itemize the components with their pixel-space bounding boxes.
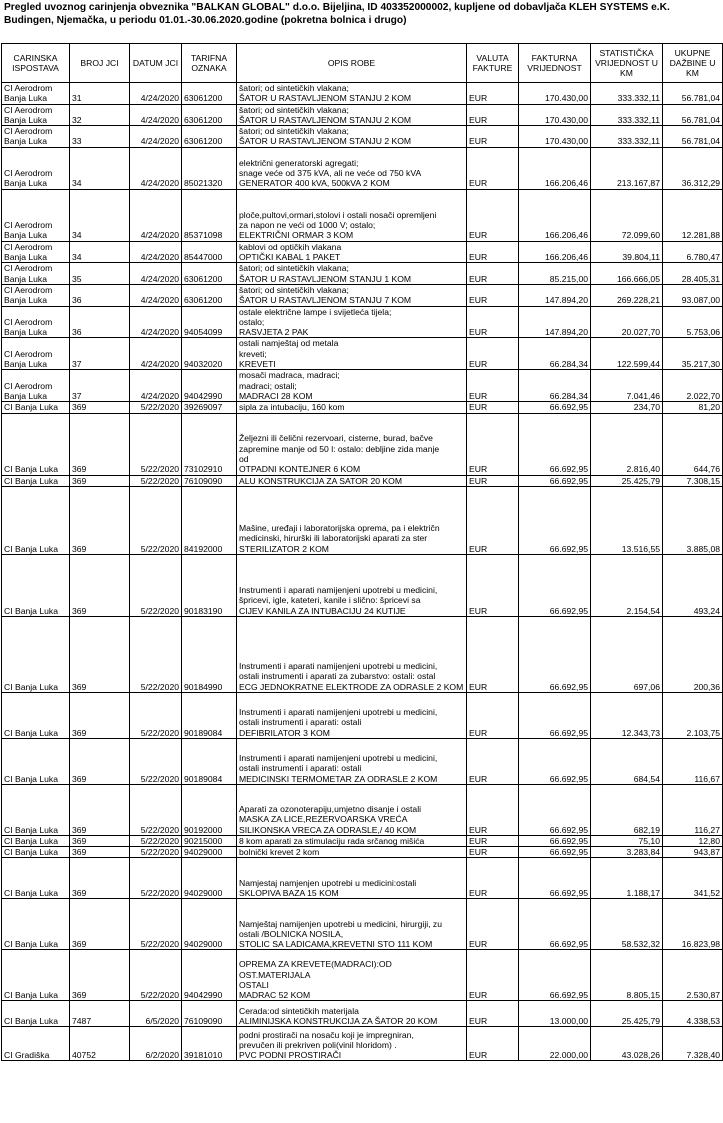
cell-statisticka-vrijednost: 8.805,15 [591, 950, 663, 1001]
cell-statisticka-vrijednost: 12.343,73 [591, 692, 663, 738]
cell-dazbine: 4.338,53 [663, 1001, 723, 1027]
cell-opis-robe: podni prostirači na nosaču koji je impregniran, prevučen ili prekriven poli(vinil hloridom) . PVC PODNI PROSTIRAČI [237, 1027, 467, 1061]
cell-broj-jci: 32 [70, 104, 130, 126]
cell-opis-robe: Mašine, uređaji i laboratorijska oprema, pa i električn medicinski, hirurški ili laboratorijski aparati za ster STERILIZATOR 2 KOM [237, 486, 467, 554]
cell-datum-jci: 5/22/2020 [130, 835, 182, 846]
col-tarifna-oznaka: TARIFNA OZNAKA [182, 44, 237, 83]
cell-datum-jci: 5/22/2020 [130, 738, 182, 784]
col-datum-jci: DATUM JCI [130, 44, 182, 83]
cell-fakturna-vrijednost: 66.692,95 [519, 847, 591, 858]
cell-dazbine: 28.405,31 [663, 263, 723, 285]
cell-opis-robe: mosači madraca, madraci; madraci; ostali; MADRACI 28 KOM [237, 370, 467, 402]
cell-valuta: EUR [467, 126, 519, 148]
cell-fakturna-vrijednost: 66.692,95 [519, 899, 591, 950]
col-statisticka-vrijednost: STATISTIČKA VRIJEDNOST U KM [591, 44, 663, 83]
cell-ispostava: CI Banja Luka [2, 402, 70, 413]
cell-fakturna-vrijednost: 66.692,95 [519, 616, 591, 692]
cell-statisticka-vrijednost: 2.816,40 [591, 413, 663, 475]
cell-opis-robe: šatori; od sintetičkih vlakana; ŠATOR U RASTAVLJENOM STANJU 2 KOM [237, 104, 467, 126]
cell-statisticka-vrijednost: 697,06 [591, 616, 663, 692]
table-row [2, 616, 723, 692]
cell-broj-jci: 34 [70, 241, 130, 263]
cell-dazbine: 2.103,75 [663, 692, 723, 738]
cell-fakturna-vrijednost: 66.692,95 [519, 858, 591, 899]
cell-valuta: EUR [467, 784, 519, 835]
table-row [2, 486, 723, 554]
cell-ispostava: CI Banja Luka [2, 475, 70, 486]
cell-broj-jci: 369 [70, 858, 130, 899]
cell-datum-jci: 5/22/2020 [130, 847, 182, 858]
cell-fakturna-vrijednost: 22.000,00 [519, 1027, 591, 1061]
cell-statisticka-vrijednost: 122.599,44 [591, 338, 663, 370]
table-row [2, 1001, 723, 1027]
table-row [2, 899, 723, 950]
cell-ispostava: CI Aerodrom Banja Luka [2, 104, 70, 126]
cell-tarifna-oznaka: 90215000 [182, 835, 237, 846]
cell-tarifna-oznaka: 94029000 [182, 858, 237, 899]
import-table [1, 43, 723, 1061]
cell-broj-jci: 369 [70, 738, 130, 784]
cell-statisticka-vrijednost: 682,19 [591, 784, 663, 835]
cell-valuta: EUR [467, 284, 519, 306]
cell-tarifna-oznaka: 85447000 [182, 241, 237, 263]
cell-datum-jci: 6/2/2020 [130, 1027, 182, 1061]
table-row [2, 126, 723, 148]
table-row [2, 475, 723, 486]
cell-fakturna-vrijednost: 166.206,46 [519, 147, 591, 189]
cell-datum-jci: 4/24/2020 [130, 284, 182, 306]
cell-tarifna-oznaka: 39181010 [182, 1027, 237, 1061]
cell-dazbine: 2.530,87 [663, 950, 723, 1001]
cell-broj-jci: 369 [70, 847, 130, 858]
cell-datum-jci: 4/24/2020 [130, 370, 182, 402]
table-row [2, 1027, 723, 1061]
cell-valuta: EUR [467, 370, 519, 402]
cell-ispostava: CI Banja Luka [2, 835, 70, 846]
cell-ispostava: CI Banja Luka [2, 554, 70, 616]
table-row [2, 338, 723, 370]
cell-fakturna-vrijednost: 66.692,95 [519, 950, 591, 1001]
table-row [2, 738, 723, 784]
cell-valuta: EUR [467, 1027, 519, 1061]
cell-ispostava: CI Aerodrom Banja Luka [2, 83, 70, 105]
cell-ispostava: CI Banja Luka [2, 950, 70, 1001]
cell-broj-jci: 369 [70, 692, 130, 738]
cell-valuta: EUR [467, 147, 519, 189]
col-ukupne-dazbine: UKUPNE DAŽBINE U KM [663, 44, 723, 83]
cell-datum-jci: 4/24/2020 [130, 126, 182, 148]
cell-datum-jci: 5/22/2020 [130, 554, 182, 616]
cell-opis-robe: Namještaj namijenjen upotrebi u medicini, hirurgiji, zu ostali /BOLNICKA NOSILA, STOLIC SA LADICAMA,KREVETNI STO 111 KOM [237, 899, 467, 950]
cell-datum-jci: 5/22/2020 [130, 402, 182, 413]
cell-valuta: EUR [467, 189, 519, 241]
cell-valuta: EUR [467, 858, 519, 899]
cell-valuta: EUR [467, 950, 519, 1001]
cell-opis-robe: ostali namještaj od metala kreveti; KREVETI [237, 338, 467, 370]
cell-ispostava: CI Banja Luka [2, 692, 70, 738]
cell-statisticka-vrijednost: 7.041,46 [591, 370, 663, 402]
col-fakturna-vrijednost: FAKTURNA VRIJEDNOST [519, 44, 591, 83]
cell-dazbine: 12,80 [663, 835, 723, 846]
cell-statisticka-vrijednost: 234,70 [591, 402, 663, 413]
col-carinska-ispostava: CARINSKA ISPOSTAVA [2, 44, 70, 83]
cell-statisticka-vrijednost: 166.666,05 [591, 263, 663, 285]
cell-opis-robe: OPREMA ZA KREVETE(MADRACI):OD OST.MATERIJALA OSTALI MADRAC 52 KOM [237, 950, 467, 1001]
cell-ispostava: CI Banja Luka [2, 858, 70, 899]
cell-valuta: EUR [467, 1001, 519, 1027]
cell-dazbine: 56.781,04 [663, 83, 723, 105]
cell-ispostava: CI Banja Luka [2, 738, 70, 784]
cell-valuta: EUR [467, 486, 519, 554]
cell-valuta: EUR [467, 692, 519, 738]
cell-dazbine: 943,87 [663, 847, 723, 858]
cell-valuta: EUR [467, 413, 519, 475]
cell-opis-robe: Instrumenti i aparati namijenjeni upotrebi u medicini, ostali instrumenti i aparati za zubarstvo: ostali: ostal ECG JEDNOKRATNE ELEKTRODE ZA ODRASLE 2 KOM [237, 616, 467, 692]
cell-tarifna-oznaka: 94029000 [182, 899, 237, 950]
cell-fakturna-vrijednost: 66.692,95 [519, 835, 591, 846]
cell-broj-jci: 369 [70, 835, 130, 846]
cell-datum-jci: 4/24/2020 [130, 263, 182, 285]
cell-ispostava: CI Aerodrom Banja Luka [2, 338, 70, 370]
cell-dazbine: 56.781,04 [663, 126, 723, 148]
cell-opis-robe: ostale električne lampe i svijetleća tijela; ostalo; RASVJETA 2 PAK [237, 306, 467, 338]
cell-fakturna-vrijednost: 170.430,00 [519, 104, 591, 126]
cell-broj-jci: 369 [70, 616, 130, 692]
cell-opis-robe: šatori; od sintetičkih vlakana; ŠATOR U RASTAVLJENOM STANJU 1 KOM [237, 263, 467, 285]
cell-statisticka-vrijednost: 13.516,55 [591, 486, 663, 554]
cell-statisticka-vrijednost: 75,10 [591, 835, 663, 846]
cell-broj-jci: 369 [70, 950, 130, 1001]
cell-broj-jci: 31 [70, 83, 130, 105]
cell-broj-jci: 37 [70, 370, 130, 402]
cell-dazbine: 56.781,04 [663, 104, 723, 126]
cell-datum-jci: 4/24/2020 [130, 306, 182, 338]
cell-statisticka-vrijednost: 43.028,26 [591, 1027, 663, 1061]
cell-datum-jci: 5/22/2020 [130, 692, 182, 738]
cell-fakturna-vrijednost: 147.894,20 [519, 306, 591, 338]
cell-tarifna-oznaka: 76109090 [182, 475, 237, 486]
cell-tarifna-oznaka: 90192000 [182, 784, 237, 835]
cell-datum-jci: 5/22/2020 [130, 950, 182, 1001]
cell-opis-robe: Instrumenti i aparati namijenjeni upotrebi u medicini, ostali instrumenti i aparati: ostali MEDICINSKI TERMOMETAR ZA ODRASLE 2 KOM [237, 738, 467, 784]
cell-tarifna-oznaka: 76109090 [182, 1001, 237, 1027]
cell-ispostava: CI Aerodrom Banja Luka [2, 306, 70, 338]
cell-opis-robe: bolnički krevet 2 kom [237, 847, 467, 858]
header-row [2, 44, 723, 83]
cell-opis-robe: šatori; od sintetičkih vlakana; ŠATOR U RASTAVLJENOM STANJU 2 KOM [237, 83, 467, 105]
cell-statisticka-vrijednost: 39.804,11 [591, 241, 663, 263]
cell-broj-jci: 369 [70, 413, 130, 475]
cell-statisticka-vrijednost: 25.425,79 [591, 1001, 663, 1027]
cell-fakturna-vrijednost: 66.692,95 [519, 402, 591, 413]
cell-dazbine: 81,20 [663, 402, 723, 413]
cell-fakturna-vrijednost: 66.284,34 [519, 370, 591, 402]
cell-statisticka-vrijednost: 213.167,87 [591, 147, 663, 189]
cell-datum-jci: 5/22/2020 [130, 899, 182, 950]
cell-tarifna-oznaka: 63061200 [182, 126, 237, 148]
cell-valuta: EUR [467, 554, 519, 616]
cell-ispostava: CI Aerodrom Banja Luka [2, 189, 70, 241]
table-row [2, 858, 723, 899]
cell-opis-robe: električni generatorski agregati; snage veće od 375 kVA, ali ne veće od 750 kVA GENERATOR 400 kVA, 500kVA 2 KOM [237, 147, 467, 189]
cell-datum-jci: 5/22/2020 [130, 858, 182, 899]
cell-datum-jci: 4/24/2020 [130, 83, 182, 105]
cell-opis-robe: šatori; od sintetičkih vlakana; ŠATOR U RASTAVLJENOM STANJU 7 KOM [237, 284, 467, 306]
cell-fakturna-vrijednost: 66.692,95 [519, 784, 591, 835]
cell-dazbine: 16.823,98 [663, 899, 723, 950]
table-row [2, 83, 723, 105]
cell-ispostava: CI Aerodrom Banja Luka [2, 263, 70, 285]
cell-broj-jci: 7487 [70, 1001, 130, 1027]
cell-tarifna-oznaka: 94032020 [182, 338, 237, 370]
cell-ispostava: CI Banja Luka [2, 1001, 70, 1027]
cell-fakturna-vrijednost: 66.692,95 [519, 738, 591, 784]
cell-dazbine: 7.308,15 [663, 475, 723, 486]
cell-opis-robe: Namjestaj namjenjen upotrebi u medicini:ostali SKLOPIVA BAZA 15 KOM [237, 858, 467, 899]
col-broj-jci: BROJ JCI [70, 44, 130, 83]
cell-tarifna-oznaka: 94029000 [182, 847, 237, 858]
cell-opis-robe: sipla za intubaciju, 160 kom [237, 402, 467, 413]
table-row [2, 402, 723, 413]
cell-valuta: EUR [467, 402, 519, 413]
cell-valuta: EUR [467, 616, 519, 692]
cell-opis-robe: ploče,pultovi,ormari,stolovi i ostali nosači opremljeni za napon ne veći od 1000 V; ostalo; ELEKTRIČNI ORMAR 3 KOM [237, 189, 467, 241]
cell-fakturna-vrijednost: 66.284,34 [519, 338, 591, 370]
cell-broj-jci: 34 [70, 189, 130, 241]
col-valuta-fakture: VALUTA FAKTURE [467, 44, 519, 83]
table-row [2, 241, 723, 263]
cell-ispostava: CI Banja Luka [2, 784, 70, 835]
table-row [2, 147, 723, 189]
cell-ispostava: CI Banja Luka [2, 616, 70, 692]
cell-tarifna-oznaka: 90184990 [182, 616, 237, 692]
cell-dazbine: 493,24 [663, 554, 723, 616]
cell-ispostava: CI Banja Luka [2, 413, 70, 475]
cell-dazbine: 341,52 [663, 858, 723, 899]
cell-broj-jci: 369 [70, 554, 130, 616]
cell-datum-jci: 4/24/2020 [130, 338, 182, 370]
cell-opis-robe: Instrumenti i aparati namijenjeni upotrebi u medicini, ostali instrumenti i aparati: ostali DEFIBRILATOR 3 KOM [237, 692, 467, 738]
cell-tarifna-oznaka: 84192000 [182, 486, 237, 554]
cell-broj-jci: 369 [70, 486, 130, 554]
cell-datum-jci: 5/22/2020 [130, 616, 182, 692]
table-body [2, 83, 723, 1061]
cell-statisticka-vrijednost: 1.188,17 [591, 858, 663, 899]
cell-opis-robe: šatori; od sintetičkih vlakana; ŠATOR U RASTAVLJENOM STANJU 2 KOM [237, 126, 467, 148]
cell-tarifna-oznaka: 94042990 [182, 950, 237, 1001]
cell-fakturna-vrijednost: 66.692,95 [519, 692, 591, 738]
cell-fakturna-vrijednost: 166.206,46 [519, 241, 591, 263]
cell-datum-jci: 5/22/2020 [130, 486, 182, 554]
cell-datum-jci: 5/22/2020 [130, 475, 182, 486]
cell-statisticka-vrijednost: 2.154,54 [591, 554, 663, 616]
cell-dazbine: 200,36 [663, 616, 723, 692]
cell-statisticka-vrijednost: 333.332,11 [591, 104, 663, 126]
table-row [2, 784, 723, 835]
cell-valuta: EUR [467, 83, 519, 105]
cell-fakturna-vrijednost: 147.894,20 [519, 284, 591, 306]
cell-valuta: EUR [467, 835, 519, 846]
cell-tarifna-oznaka: 39269097 [182, 402, 237, 413]
table-row [2, 413, 723, 475]
table-row [2, 104, 723, 126]
cell-fakturna-vrijednost: 66.692,95 [519, 554, 591, 616]
table-row [2, 189, 723, 241]
table-row [2, 554, 723, 616]
cell-ispostava: CI Banja Luka [2, 486, 70, 554]
cell-broj-jci: 369 [70, 899, 130, 950]
cell-ispostava: CI Aerodrom Banja Luka [2, 241, 70, 263]
cell-datum-jci: 4/24/2020 [130, 241, 182, 263]
cell-tarifna-oznaka: 94054099 [182, 306, 237, 338]
cell-valuta: EUR [467, 738, 519, 784]
cell-broj-jci: 369 [70, 402, 130, 413]
cell-tarifna-oznaka: 90189084 [182, 738, 237, 784]
cell-broj-jci: 36 [70, 284, 130, 306]
cell-valuta: EUR [467, 847, 519, 858]
cell-statisticka-vrijednost: 25.425,79 [591, 475, 663, 486]
cell-fakturna-vrijednost: 166.206,46 [519, 189, 591, 241]
cell-tarifna-oznaka: 63061200 [182, 104, 237, 126]
cell-broj-jci: 369 [70, 784, 130, 835]
table-row [2, 692, 723, 738]
cell-valuta: EUR [467, 338, 519, 370]
cell-fakturna-vrijednost: 170.430,00 [519, 126, 591, 148]
cell-fakturna-vrijednost: 13.000,00 [519, 1001, 591, 1027]
cell-valuta: EUR [467, 263, 519, 285]
cell-statisticka-vrijednost: 3.283,84 [591, 847, 663, 858]
cell-datum-jci: 5/22/2020 [130, 784, 182, 835]
cell-datum-jci: 4/24/2020 [130, 189, 182, 241]
cell-tarifna-oznaka: 85371098 [182, 189, 237, 241]
cell-ispostava: CI Banja Luka [2, 847, 70, 858]
cell-dazbine: 3.885,08 [663, 486, 723, 554]
cell-opis-robe: ALU KONSTRUKCIJA ZA SATOR 20 KOM [237, 475, 467, 486]
cell-broj-jci: 369 [70, 475, 130, 486]
cell-statisticka-vrijednost: 269.228,21 [591, 284, 663, 306]
cell-opis-robe: Željezni ili čelični rezervoari, cisterne, burad, bačve zapremine manje od 50 l: ostalo: debljine zida manje od OTPADNI KONTEJNER 6 KOM [237, 413, 467, 475]
cell-opis-robe: Aparati za ozonoterapiju,umjetno disanje i ostali MASKA ZA LICE,REZERVOARSKA VREĆA SILIKONSKA VRECA ZA ODRASLE,/ 40 KOM [237, 784, 467, 835]
cell-opis-robe: Cerada:od sintetičkih materijala ALIMINIJSKA KONSTRUKCIJA ZA ŠATOR 20 KOM [237, 1001, 467, 1027]
cell-datum-jci: 4/24/2020 [130, 104, 182, 126]
cell-tarifna-oznaka: 94042990 [182, 370, 237, 402]
table-row [2, 370, 723, 402]
cell-opis-robe: Instrumenti i aparati namijenjeni upotrebi u medicini, špricevi, igle, kateteri, kanile i slično: špricevi sa CIJEV KANILA ZA INTUBACIJU 24 KUTIJE [237, 554, 467, 616]
cell-dazbine: 644,76 [663, 413, 723, 475]
cell-broj-jci: 36 [70, 306, 130, 338]
cell-ispostava: CI Gradiška [2, 1027, 70, 1061]
page-title: Pregled uvoznog carinjenja obveznika "BALKAN GLOBAL" d.o.o. Bijeljina, ID 403352000002, kupljene od dobavljača KLEH SYSTEMS e.K. Budingen, Njemačka, u periodu 01.01.-30.06.2020.godine (pokretna bolnica i drugo) [4, 2, 670, 26]
cell-dazbine: 5.753,06 [663, 306, 723, 338]
cell-dazbine: 93.087,00 [663, 284, 723, 306]
cell-valuta: EUR [467, 475, 519, 486]
cell-tarifna-oznaka: 63061200 [182, 83, 237, 105]
cell-fakturna-vrijednost: 66.692,95 [519, 475, 591, 486]
cell-datum-jci: 6/5/2020 [130, 1001, 182, 1027]
table-row [2, 950, 723, 1001]
cell-broj-jci: 35 [70, 263, 130, 285]
cell-tarifna-oznaka: 90189084 [182, 692, 237, 738]
table-row [2, 306, 723, 338]
cell-tarifna-oznaka: 85021320 [182, 147, 237, 189]
table-row [2, 847, 723, 858]
cell-statisticka-vrijednost: 684,54 [591, 738, 663, 784]
cell-tarifna-oznaka: 63061200 [182, 263, 237, 285]
cell-dazbine: 116,27 [663, 784, 723, 835]
cell-dazbine: 116,67 [663, 738, 723, 784]
cell-dazbine: 36.312,29 [663, 147, 723, 189]
cell-opis-robe: 8 kom aparati za stimulaciju rada srčanog mišića [237, 835, 467, 846]
cell-valuta: EUR [467, 104, 519, 126]
cell-dazbine: 35.217,30 [663, 338, 723, 370]
cell-ispostava: CI Aerodrom Banja Luka [2, 370, 70, 402]
cell-valuta: EUR [467, 899, 519, 950]
cell-ispostava: CI Aerodrom Banja Luka [2, 126, 70, 148]
cell-fakturna-vrijednost: 85.215,00 [519, 263, 591, 285]
cell-broj-jci: 33 [70, 126, 130, 148]
cell-datum-jci: 5/22/2020 [130, 413, 182, 475]
cell-dazbine: 2.022,70 [663, 370, 723, 402]
cell-datum-jci: 4/24/2020 [130, 147, 182, 189]
cell-fakturna-vrijednost: 170.430,00 [519, 83, 591, 105]
cell-valuta: EUR [467, 241, 519, 263]
cell-fakturna-vrijednost: 66.692,95 [519, 486, 591, 554]
cell-ispostava: CI Aerodrom Banja Luka [2, 147, 70, 189]
cell-statisticka-vrijednost: 333.332,11 [591, 126, 663, 148]
cell-broj-jci: 34 [70, 147, 130, 189]
cell-tarifna-oznaka: 90183190 [182, 554, 237, 616]
cell-opis-robe: kablovi od optičkih vlakana OPTIČKI KABAL 1 PAKET [237, 241, 467, 263]
cell-fakturna-vrijednost: 66.692,95 [519, 413, 591, 475]
cell-statisticka-vrijednost: 333.332,11 [591, 83, 663, 105]
cell-tarifna-oznaka: 73102910 [182, 413, 237, 475]
cell-ispostava: CI Aerodrom Banja Luka [2, 284, 70, 306]
table-row [2, 263, 723, 285]
cell-dazbine: 12.281,88 [663, 189, 723, 241]
col-opis-robe: OPIS ROBE [237, 44, 467, 83]
table-row [2, 835, 723, 846]
cell-statisticka-vrijednost: 58.532,32 [591, 899, 663, 950]
cell-broj-jci: 40752 [70, 1027, 130, 1061]
cell-statisticka-vrijednost: 72.099,60 [591, 189, 663, 241]
cell-broj-jci: 37 [70, 338, 130, 370]
cell-valuta: EUR [467, 306, 519, 338]
cell-dazbine: 7.328,40 [663, 1027, 723, 1061]
table-row [2, 284, 723, 306]
cell-tarifna-oznaka: 63061200 [182, 284, 237, 306]
cell-ispostava: CI Banja Luka [2, 899, 70, 950]
cell-statisticka-vrijednost: 20.027,70 [591, 306, 663, 338]
cell-dazbine: 6.780,47 [663, 241, 723, 263]
